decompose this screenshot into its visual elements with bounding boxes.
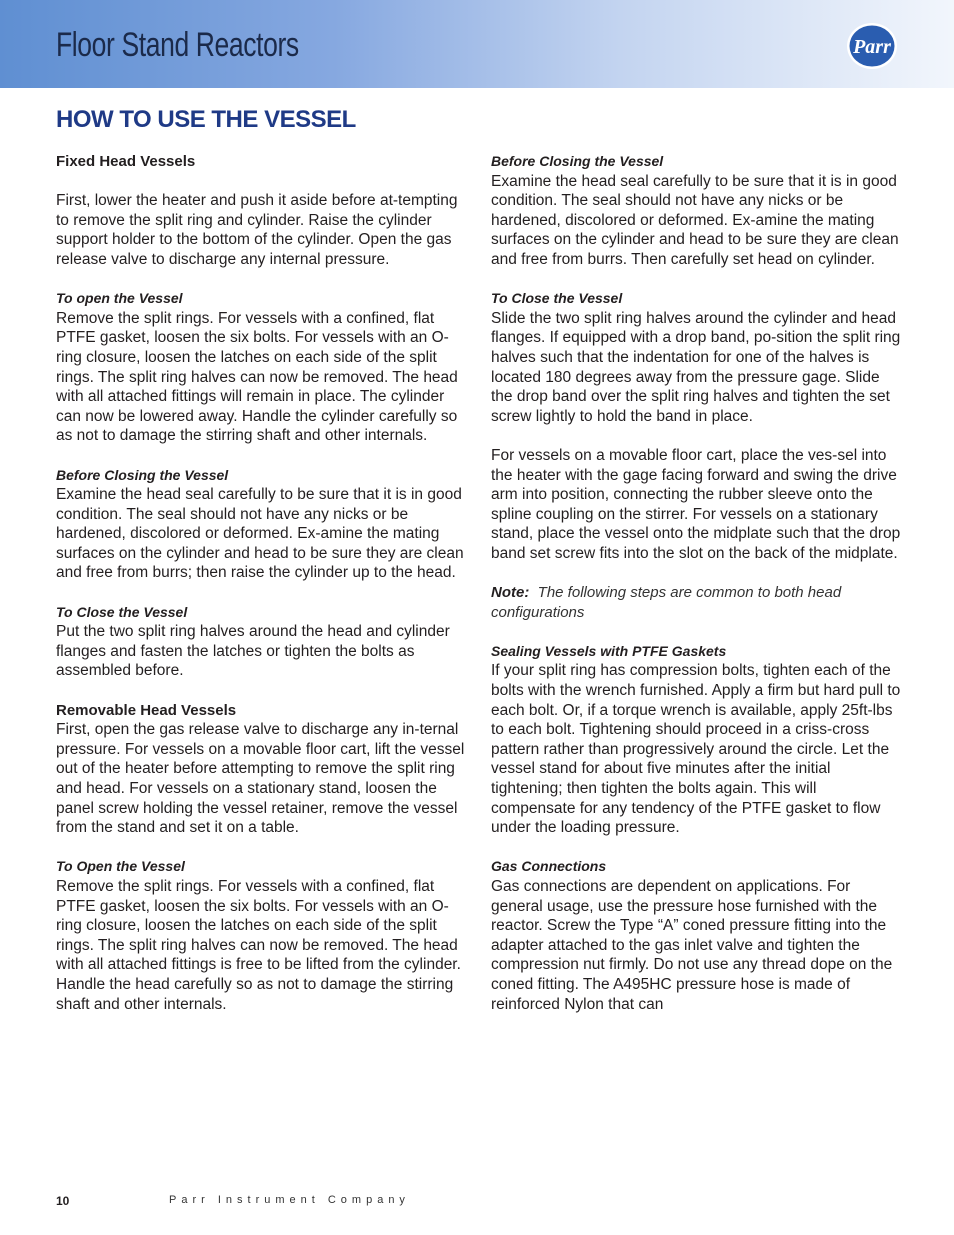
before-closing-heading: Before Closing the Vessel [56,466,229,483]
note [491,583,903,622]
footer-company: Parr Instrument Company [169,1194,410,1206]
close-vessel-2-heading: To Close the Vessel [491,290,623,307]
gas-connections-heading: Gas Connections [491,858,607,875]
header-banner [0,0,954,88]
logo-text: Parr [853,36,891,58]
removable-head-text: First, open the gas release valve to discharge any in-ternal pressure. For vessels on a movable floor cart, lift the vessel out of the heater before attempting to remove the split ring and head. For vessels on a stationary stand, loosen the panel screw holding the vessel retainer, remove the vessel from the stand and set it on a table. [56,721,465,837]
sealing-heading: Sealing Vessels with PTFE Gaskets [491,642,727,659]
open-vessel-text: Remove the split rings. For vessels with a confined, flat PTFE gasket, loosen the six bolts. For vessels with an O-ring closure, loosen the latches on each side of the split rings. The split ring halves can now be removed. The head with all attached fittings will remain in place. The cylinder can now be lowered away. Handle the cylinder carefully so as not to damage the stirring shaft and other internals. [56,309,458,445]
parr-logo [845,21,899,71]
before-closing-text: Examine the head seal carefully to be sure that it is in good condition. The seal should not have any nicks or be hardened, discolored or deformed. Ex-amine the mating surfaces on the cylinder and head to be sure they are clean and free from burrs; then raise the cylinder up to the head. [56,486,464,582]
close-vessel-2-text: Slide the two split ring halves around the cylinder and head flanges. If equipped with a drop band, po-sition the split ring halves such that the indentation for one of the halves is located 180 degrees away from the pressure gage. Slide the drop band over the split ring halves and tighten the set screw lightly to hold the band in place. [491,309,901,425]
before-closing-2-heading: Before Closing the Vessel [491,153,664,169]
section-title: HOW TO USE THE VESSEL [56,106,356,133]
gas-connections-text: Gas connections are dependent on applications. For general usage, use the pressure hose furnished with the reactor. Screw the Type “A” coned pressure fitting into the adapter attached to the gas inlet valve and tighten the compression nut firmly. Do not use any thread dope on the coned fitting. The A495HC pressure hose is made of reinforced Nylon that can [491,877,893,1013]
open-vessel-heading: To open the Vessel [56,290,183,307]
left-column [56,152,466,1014]
fixed-head-heading: Fixed Head Vessels [56,153,196,170]
open-vessel-2-text: Remove the split rings. For vessels with a confined, flat PTFE gasket, loosen the six bolts. For vessels with an O-ring closure, loosen the latches on each side of the split rings. The split ring halves can now be removed. The head with all attached fittings is free to be lifted from the cylinder. Handle the head carefully so as not to damage the stirring shaft and other internals. [56,877,461,1013]
close-vessel-heading: To Close the Vessel [56,603,188,620]
note-text: The following steps are common to both head configurations [491,584,842,621]
fixed-head-intro: First, lower the heater and push it aside before at-tempting to remove the split ring and cylinder. Raise the cylinder support holder to the bottom of the cylinder. Open the gas release valve to discharge any internal pressure. [56,192,458,268]
open-vessel-2-heading: To Open the Vessel [56,858,185,875]
note-label: Note: [491,584,530,602]
page-number: 10 [56,1194,70,1208]
before-closing-2-text: Examine the head seal carefully to be sure that it is in good condition. The seal should not have any nicks or be hardened, discolored or deformed. Ex-amine the mating surfaces on the cylinder and head to be sure they are clean and free from burrs. Then carefully set head on cylinder. [491,172,899,268]
right-column [491,152,903,1014]
removable-head-heading: Removable Head Vessels [56,701,237,719]
sealing-text: If your split ring has compression bolts, tighten each of the bolts with the wrench furnished. Apply a firm but hard pull to each bolt. Or, if a torque wrench is available, apply 25ft-lbs to each bolt. Tightening should proceed in a criss-cross pattern rather than progressively around the circle. Let the vessel stand for about five minutes after the initial tightening; then tighten the bolts again. This will compensate for any tendency of the PTFE gasket to flow under the loading pressure. [491,662,901,837]
close-vessel-text: Put the two split ring halves around the head and cylinder flanges and fasten the latches or tighten the bolts as assembled before. [56,623,450,680]
page-header-title: Floor Stand Reactors [56,26,299,64]
floor-cart-text: For vessels on a movable floor cart, place the ves-sel into the heater with the gage facing forward and swing the drive arm into position, connecting the rubber sleeve onto the spline coupling on the stirrer. For vessels on a stationary stand, place the vessel onto the midplate such that the drop band set screw fits into the slot on the back of the midplate. [491,446,901,562]
